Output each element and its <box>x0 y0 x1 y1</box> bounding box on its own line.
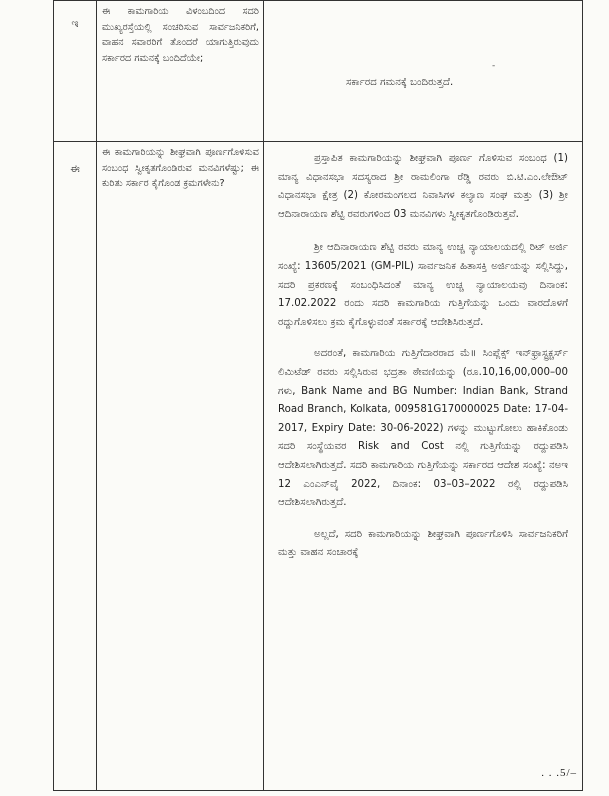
answer-paragraph: ಅದರಂತೆ, ಕಾಮಗಾರಿಯ ಗುತ್ತಿಗೆದಾರರಾದ ಮೆ॥ ಸಿಂಪ್ಲೆಕ್ಸ್ ಇನ್‌ಫ್ರಾಸ್ಟ್ರಕ್ಚರ್ಸ್ ಲಿಮಿಟೆಡ್ ರವರು ಸಲ್ಲಿಸಿರುವ ಭದ್ರತಾ ಠೇವಣಿಯನ್ನು (ರೂ.10,16,00,000–00 ಗಳು, Bank Name and BG Number: Indian Bank, Strand Road Branch, Kolkata, 009581G170000025 Date: 17-04-2017, Expiry Date: 30-06-2022) ಗಳನ್ನು ಮುಟ್ಟುಗೋಲು ಹಾಕಿಕೊಂಡು ಸದರಿ ಸಂಸ್ಥೆಯವರ Risk and Cost ನಲ್ಲಿ ಗುತ್ತಿಗೆಯನ್ನು ರದ್ದುಪಡಿಸಿ ಆದೇಶಿಸಲಾಗಿರುತ್ತದೆ. ಸದರಿ ಕಾಮಗಾರಿಯ ಗುತ್ತಿಗೆಯನ್ನು ಸರ್ಕಾರದ ಆದೇಶ ಸಂಖ್ಯೆ: ನಅಇ 12 ಎಂಎನ್‌ವೈ 2022, ದಿನಾಂಕ: 03–03–2022 ರಲ್ಲಿ ರದ್ದುಪಡಿಸಿ ಆದೇಶಿಸಲಾಗಿರುತ್ತದೆ. <box>278 348 568 509</box>
table-row <box>54 142 583 791</box>
question-cell <box>97 1 264 142</box>
row-number-cell <box>54 1 97 142</box>
row-number: ಇ <box>71 17 79 30</box>
answer-paragraph: ಪ್ರಸ್ತಾಪಿತ ಕಾಮಗಾರಿಯನ್ನು ಶೀಘ್ರವಾಗಿ ಪೂರ್ಣ ಗೊಳಿಸುವ ಸಂಬಂಧ (1) ಮಾನ್ಯ ವಿಧಾನಸಭಾ ಸದಸ್ಯರಾದ ಶ್ರೀ ರಾಮಲಿಂಗಾ ರೆಡ್ಡಿ ರವರು ಬಿ.ಟಿ.ಎಂ.ಲೇಔಟ್ ವಿಧಾನಸಭಾ ಕ್ಷೇತ್ರ (2) ಕೋರಮಂಗಲದ ನಿವಾಸಿಗಳ ಕಲ್ಯಾಣ ಸಂಘ ಮತ್ತು (3) ಶ್ರೀ ಆದಿನಾರಾಯಣ ಶೆಟ್ಟಿ ರವರುಗಳಿಂದ 03 ಮನವಿಗಳು ಸ್ವೀಕೃತಗೊಂಡಿರುತ್ತವೆ. <box>278 153 568 220</box>
answer-cell <box>264 142 583 791</box>
question-cell <box>97 142 264 791</box>
answer-text: ಸರ್ಕಾರದ ಗಮನಕ್ಕೆ ಬಂದಿರುತ್ತದೆ. <box>346 77 454 88</box>
table-row <box>54 1 583 142</box>
stray-mark: - <box>492 61 496 71</box>
answer-paragraph: ಅಲ್ಲದೆ, ಸದರಿ ಕಾಮಗಾರಿಯನ್ನು ಶೀಘ್ರವಾಗಿ ಪೂರ್ಣಗೊಳಿಸಿ ಸಾರ್ವಜನಿಕರಿಗೆ ಮತ್ತು ವಾಹನ ಸಂಚಾರಕ್ಕೆ <box>278 528 568 559</box>
row-number-cell <box>54 142 97 791</box>
row-number: ಈ <box>70 162 80 175</box>
question-text: ಈ ಕಾಮಗಾರಿಯನ್ನು ಶೀಘ್ರವಾಗಿ ಪೂರ್ಣಗೊಳಿಸುವ ಸಂಬಂಧ ಸ್ವೀಕೃತಗೊಂಡಿರುವ ಮನವಿಗಳೆಷ್ಟು; ಈ ಕುರಿತು ಸರ್ಕಾರ ಕೈಗೊಂಡ ಕ್ರಮಗಳೇನು? <box>102 147 259 190</box>
question-answer-table <box>53 0 583 791</box>
question-text: ಈ ಕಾಮಗಾರಿಯ ವಿಳಂಬದಿಂದ ಸದರಿ ಮುಖ್ಯರಸ್ತೆಯಲ್ಲಿ ಸಂಚರಿಸುವ ಸಾರ್ವಜನಿಕರಿಗೆ, ವಾಹನ ಸವಾರರಿಗೆ ತೊಂದರೆ ಯಾಗುತ್ತಿರುವುದು ಸರ್ಕಾರದ ಗಮನಕ್ಕೆ ಬಂದಿದೆಯೇ; <box>102 6 259 64</box>
page-continuation-marker: . . .5/– <box>541 767 577 779</box>
answer-cell <box>264 1 583 142</box>
answer-paragraph: ಶ್ರೀ ಆದಿನಾರಾಯಣ ಶೆಟ್ಟಿ ರವರು ಮಾನ್ಯ ಉಚ್ಚ ನ್ಯಾಯಾಲಯದಲ್ಲಿ ರಿಟ್ ಅರ್ಜಿ ಸಂಖ್ಯೆ: 13605/2021 (GM-PIL) ಸಾರ್ವಜನಿಕ ಹಿತಾಸಕ್ತಿ ಅರ್ಜಿಯನ್ನು ಸಲ್ಲಿಸಿದ್ದು, ಸದರಿ ಪ್ರಕರಣಕ್ಕೆ ಸಂಬಂಧಿಸಿದಂತೆ ಮಾನ್ಯ ಉಚ್ಚ ನ್ಯಾಯಾಲಯವು ದಿನಾಂಕ: 17.02.2022 ರಂದು ಸದರಿ ಕಾಮಗಾರಿಯ ಗುತ್ತಿಗೆಯನ್ನು ಒಂದು ವಾರದೊಳಗೆ ರದ್ದುಗೊಳಿಸಲು ಕ್ರಮ ಕೈಗೊಳ್ಳುವಂತೆ ಸರ್ಕಾರಕ್ಕೆ ಆದೇಶಿಸಿರುತ್ತದೆ. <box>278 242 568 328</box>
